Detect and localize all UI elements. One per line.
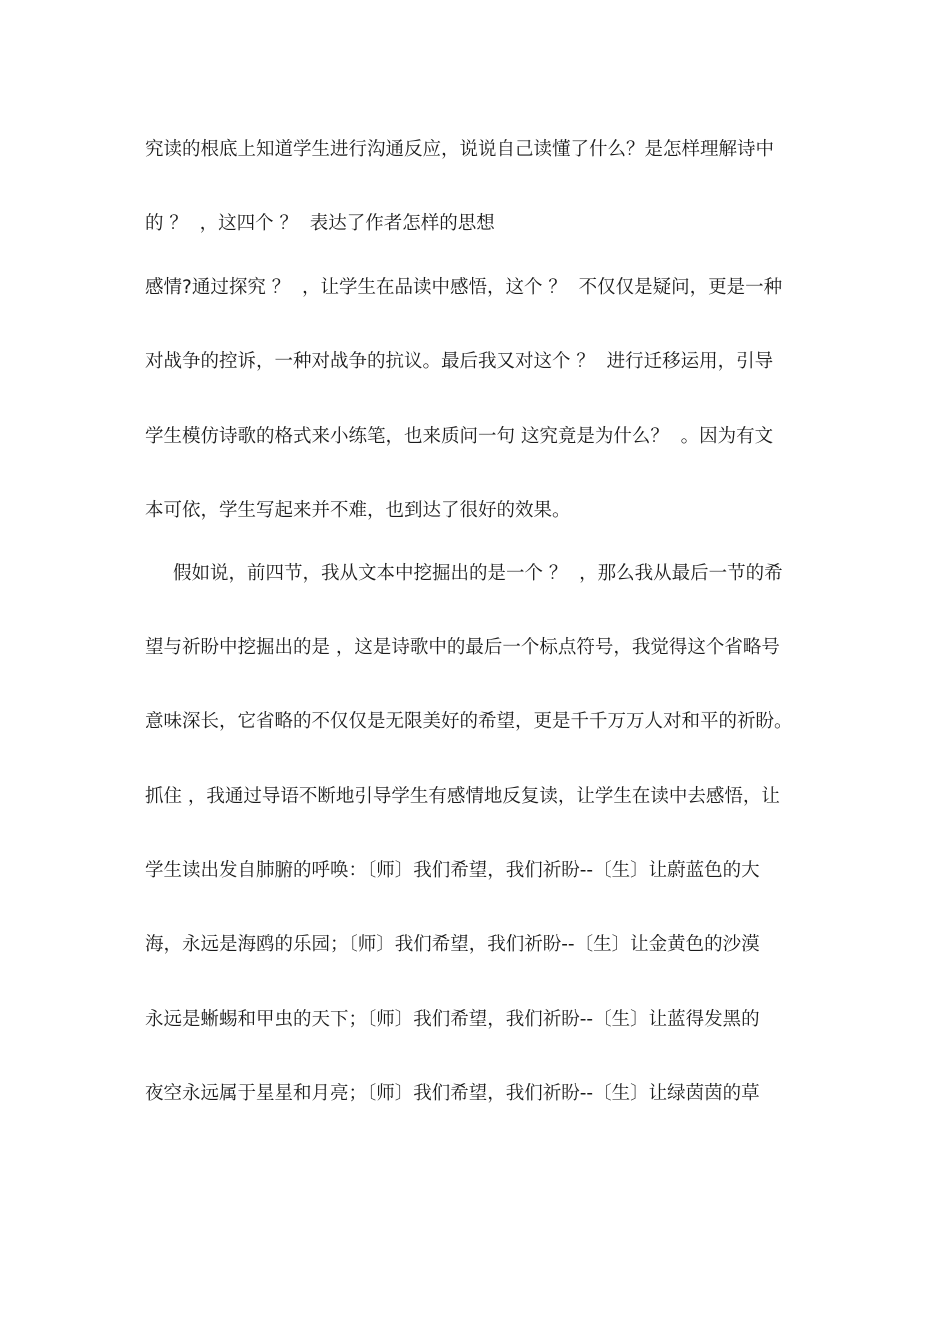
text-line-8: 望与祈盼中挖掘出的是 ，这是诗歌中的最后一个标点符号，我觉得这个省略号: [145, 637, 780, 658]
text-line-6: 本可依，学生写起来并不难，也到达了很好的效果。: [145, 500, 571, 521]
text-line-12: 海，永远是海鸥的乐园；〔师〕我们希望，我们祈盼--〔生〕让金黄色的沙漠: [145, 934, 760, 955]
text-line-9: 意味深长，它省略的不仅仅是无限美好的希望，更是千千万万人对和平的祈盼。: [145, 711, 793, 732]
text-line-13: 永远是蜥蜴和甲虫的天下；〔师〕我们希望，我们祈盼--〔生〕让蓝得发黑的: [145, 1009, 760, 1030]
text-line-7: 假如说，前四节，我从文本中挖掘出的是一个 ？ ，那么我从最后一节的希: [173, 563, 783, 584]
text-line-1: 究读的根底上知道学生进行沟通反应，说说自己读懂了什么？是怎样理解诗中: [145, 139, 775, 160]
text-line-3: 感情?通过探究 ？ ，让学生在品读中感悟，这个 ？ 不仅仅是疑问，更是一种: [145, 277, 783, 298]
text-line-5: 学生模仿诗歌的格式来小练笔，也来质问一句 这究竟是为什么？ 。因为有文: [145, 426, 774, 447]
text-line-10: 抓住 ，我通过导语不断地引导学生有感情地反复读，让学生在读中去感悟，让: [145, 786, 780, 807]
text-line-14: 夜空永远属于星星和月亮；〔师〕我们希望，我们祈盼--〔生〕让绿茵茵的草: [145, 1083, 760, 1104]
text-line-4: 对战争的控诉，一种对战争的抗议。最后我又对这个 ？ 进行迁移运用，引导: [145, 351, 774, 372]
text-line-2: 的 ？ ，这四个 ？ 表达了作者怎样的思想: [145, 213, 495, 234]
text-line-11: 学生读出发自肺腑的呼唤：〔师〕我们希望，我们祈盼--〔生〕让蔚蓝色的大: [145, 860, 760, 881]
